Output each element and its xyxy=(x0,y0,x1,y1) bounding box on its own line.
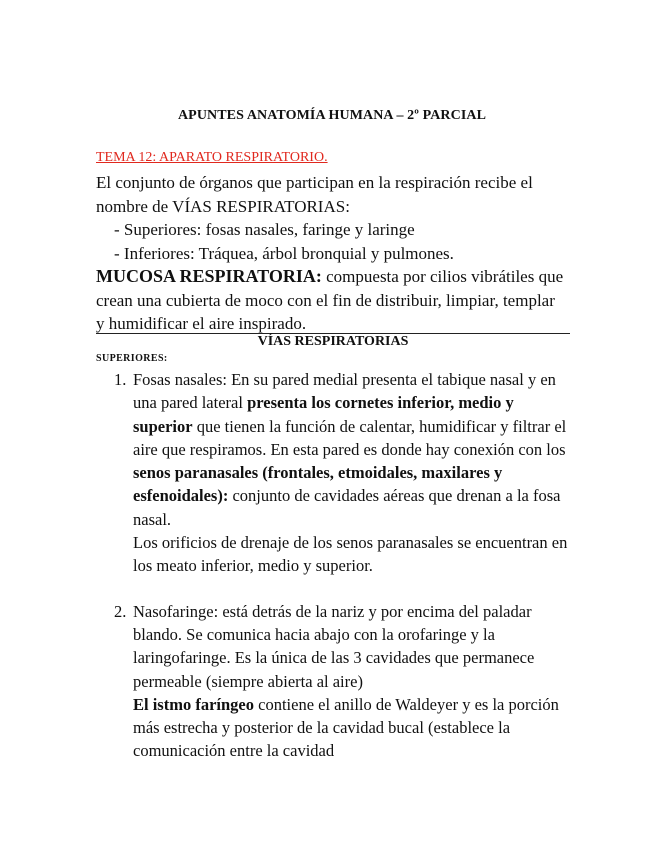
mucosa-paragraph xyxy=(96,265,566,336)
item-paragraph: Los orificios de drenaje de los senos paranasales se encuentran en los meato inferior, medio y superior. xyxy=(133,533,568,576)
item-bold-text: El istmo faríngeo xyxy=(133,694,254,714)
item-text: contiene el anillo de Waldeyer y es la porción más estrecha y posterior de la cavidad bucal (establece la comunicación entre la cavidad xyxy=(133,694,559,761)
document-title: APUNTES ANATOMÍA HUMANA – 2º PARCIAL xyxy=(177,108,487,123)
item-text: conjunto de cavidades aéreas que drenan a la fosa nasal. xyxy=(133,486,561,529)
item-number: 2. xyxy=(114,601,127,621)
item-paragraph xyxy=(133,368,574,531)
item-paragraph xyxy=(133,693,574,763)
item-bold-text: senos paranasales (frontales, etmoidales, maxilares y esfenoidales): xyxy=(133,463,503,506)
subsection-label: SUPERIORES: xyxy=(96,353,168,364)
list-item-fosas-nasales xyxy=(114,368,574,578)
numbered-list xyxy=(114,368,574,763)
section-heading: VÍAS RESPIRATORIAS xyxy=(257,334,409,349)
intro-paragraph: El conjunto de órganos que participan en la respiración recibe el nombre de VÍAS RESPIRATORIAS: xyxy=(96,173,533,216)
item-bold-text: presenta los cornetes inferior, medio y superior xyxy=(133,393,514,436)
item-text: Fosas nasales: En su pared medial presenta el tabique nasal y en una pared lateral xyxy=(133,370,556,413)
airway-list-item-superior: - Superiores: fosas nasales, faringe y laringe xyxy=(114,220,415,239)
intro-block xyxy=(96,171,566,336)
item-text: que tienen la función de calentar, humidificar y filtrar el aire que respiramos. En esta pared es donde hay conexión con los xyxy=(133,416,567,459)
airway-list-item-inferior: - Inferiores: Tráquea, árbol bronquial y pulmones. xyxy=(114,243,454,263)
mucosa-text: compuesta por cilios vibrátiles que crean una cubierta de moco con el fin de distribuir, limpiar, templar y humidificar el aire inspirado. xyxy=(96,267,564,333)
airway-list xyxy=(96,218,566,265)
topic-heading: TEMA 12: APARATO RESPIRATORIO. xyxy=(96,150,328,165)
item-number: 1. xyxy=(114,370,127,389)
item-paragraph: Nasofaringe: está detrás de la nariz y por encima del paladar blando. Se comunica hacia abajo con la orofaringe y la laringofaringe. Es la única de las 3 cavidades que permanece permeable (siempre abierta al aire) xyxy=(133,601,535,691)
list-item-nasofaringe xyxy=(114,600,574,763)
mucosa-term: MUCOSA RESPIRATORIA: xyxy=(96,266,322,286)
